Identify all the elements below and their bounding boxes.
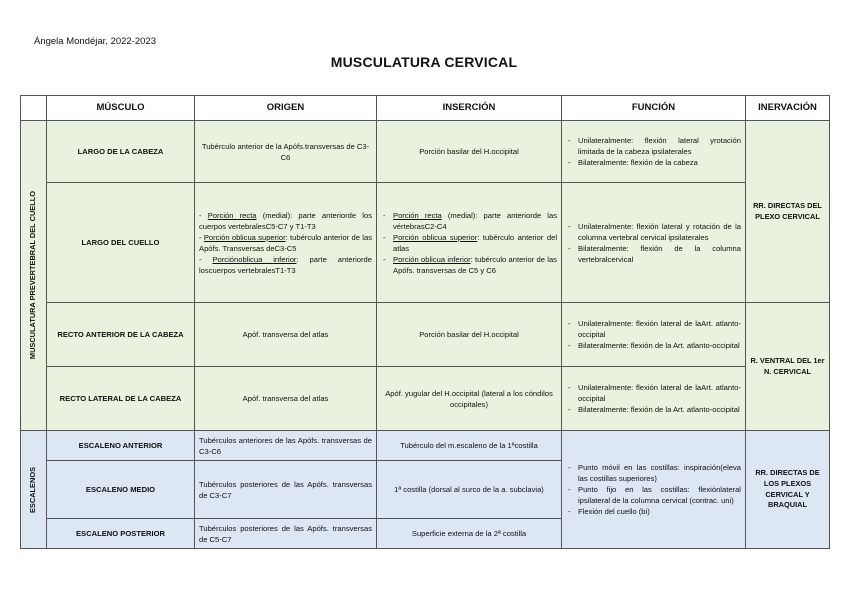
musculo-cell: RECTO ANTERIOR DE LA CABEZA xyxy=(47,303,195,367)
insercion-cell: Porción basilar del H.occipital xyxy=(377,121,562,183)
muscle-table xyxy=(20,95,830,549)
funcion-item: - Flexión del cuello (bi) xyxy=(578,506,741,517)
funcion-escalenos-cell xyxy=(562,431,746,549)
insercion-cell: 1ª costilla (dorsal al surco de la a. subclavia) xyxy=(377,461,562,519)
funcion-item: - Punto fijo en las costillas: flexiónlateral ipsilateral de la columna cervical (contrac. uni) xyxy=(578,484,741,506)
funcion-item: - Punto móvil en las costillas: inspiración(eleva las costillas superiores) xyxy=(578,462,741,484)
table-row xyxy=(21,431,830,461)
insercion-cell: Apóf. yugular del H.occipital (lateral a los cóndilos occipitales) xyxy=(377,367,562,431)
insercion-part: - Porción recta (medial): parte anteriorde las vértebrasC2-C4 xyxy=(393,210,557,232)
table-row xyxy=(21,121,830,183)
musculo-cell: ESCALENO ANTERIOR xyxy=(47,431,195,461)
origen-part: - Porción oblicua superior: tubérculo anterior de las Apófs. Transversas deC3-C5 xyxy=(199,232,372,253)
header-funcion: FUNCIÓN xyxy=(562,96,746,121)
funcion-item: - Bilateralmente: flexión de la Art. atlanto-occipital xyxy=(578,340,741,351)
funcion-item: - Bilateralmente: flexión de la cabeza xyxy=(578,157,741,168)
page-title: MUSCULATURA CERVICAL xyxy=(330,54,518,70)
funcion-item: - Unilateralmente: flexión lateral de laArt. atlanto-occipital xyxy=(578,382,741,404)
origen-cell: Tubérculo anterior de la Apófs.transversas de C3-C6 xyxy=(195,121,377,183)
origen-cell: Apóf. transversa del atlas xyxy=(195,303,377,367)
header-blank xyxy=(21,96,47,121)
origen-part: - Porciónoblicua inferior: parte anteriorde loscuerpos vertebralesT1-T3 xyxy=(199,254,372,275)
insercion-cell xyxy=(377,183,562,303)
header-musculo: MÚSCULO xyxy=(47,96,195,121)
musculo-cell: LARGO DEL CUELLO xyxy=(47,183,195,303)
header-row xyxy=(21,96,830,121)
header-insercion: INSERCIÓN xyxy=(377,96,562,121)
funcion-item: - Unilateralmente: flexión lateral de laArt. atlanto-occipital xyxy=(578,318,741,340)
origen-cell: Apóf. transversa del atlas xyxy=(195,367,377,431)
inervacion-ventral: R. VENTRAL DEL 1er N. CERVICAL xyxy=(746,303,830,431)
musculo-cell: ESCALENO MEDIO xyxy=(47,461,195,519)
funcion-cell xyxy=(562,367,746,431)
funcion-cell xyxy=(562,121,746,183)
funcion-item: - Unilateralmente: flexión lateral yrotación limitada de la cabeza ipsilaterales xyxy=(578,135,741,157)
funcion-item: - Bilateralmente: flexión de la columna vertebralcervical xyxy=(578,243,741,265)
header-origen: ORIGEN xyxy=(195,96,377,121)
inervacion-plexo-cervical: RR. DIRECTAS DEL PLEXO CERVICAL xyxy=(746,121,830,303)
origen-cell xyxy=(195,183,377,303)
funcion-cell xyxy=(562,183,746,303)
origen-cell: Tubérculos anteriores de las Apófs. transversas de C3-C6 xyxy=(195,431,377,461)
funcion-item: - Bilateralmente: flexión de la Art. atlanto-occipital xyxy=(578,404,741,415)
insercion-cell: Superficie externa de la 2ª costilla xyxy=(377,519,562,549)
insercion-cell: Tubérculo del m.escaleno de la 1ªcostilla xyxy=(377,431,562,461)
musculo-cell: RECTO LATERAL DE LA CABEZA xyxy=(47,367,195,431)
insercion-cell: Porción basilar del H.occipital xyxy=(377,303,562,367)
origen-part: - Porción recta (medial): parte anteriorde los cuerpos vertebralesC5-C7 y T1-T3 xyxy=(199,210,372,231)
inervacion-plexos: RR. DIRECTAS DE LOS PLEXOS CERVICAL Y BRAQUIAL xyxy=(746,431,830,549)
musculo-cell: LARGO DE LA CABEZA xyxy=(47,121,195,183)
header-inervacion: INERVACIÓN xyxy=(746,96,830,121)
group-escalenos: ESCALENOS xyxy=(21,431,47,549)
origen-cell: Tubérculos posteriores de las Apófs. transversas de C5-C7 xyxy=(195,519,377,549)
funcion-cell xyxy=(562,303,746,367)
insercion-part: - Porción oblicua superior: tubérculo anterior del atlas xyxy=(393,232,557,254)
musculo-cell: ESCALENO POSTERIOR xyxy=(47,519,195,549)
table-row xyxy=(21,183,830,303)
author-line: Ángela Mondéjar, 2022-2023 xyxy=(34,36,157,47)
table-row xyxy=(21,303,830,367)
table-row xyxy=(21,367,830,431)
origen-cell: Tubérculos posteriores de las Apófs. transversas de C3-C7 xyxy=(195,461,377,519)
insercion-part: - Porción oblicua inferior: tubérculo anterior de las Apófs. transversas de C5 y C6 xyxy=(393,254,557,276)
group-prevertebral: MUSCULATURA PREVERTEBRAL DEL CUELLO xyxy=(21,121,47,431)
funcion-item: - Unilateralmente: flexión lateral y rotación de la columna vertebral cervical ipsilaterales xyxy=(578,221,741,243)
